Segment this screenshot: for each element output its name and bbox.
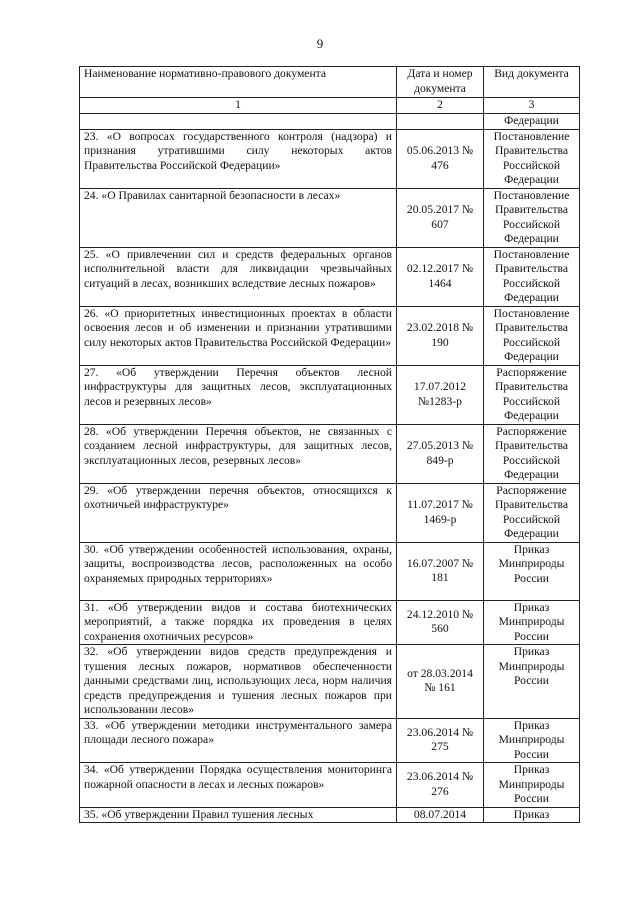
document-kind: Приказ Минприроды России <box>484 763 580 808</box>
table-row <box>80 129 580 188</box>
document-kind: Постановление Правительства Российской Федерации <box>484 129 580 188</box>
header-name: Наименование нормативно-правового документа <box>80 67 397 98</box>
document-name: 33. «Об утверждении методики инструментального замера площади лесного пожара» <box>80 718 397 763</box>
table-row <box>80 188 580 247</box>
regulations-table <box>79 66 580 823</box>
document-date: 23.06.2014 № 276 <box>397 763 484 808</box>
continuation-name <box>80 114 397 130</box>
table-row <box>80 645 580 719</box>
table-row <box>80 807 580 823</box>
document-kind: Приказ Минприроды России <box>484 600 580 645</box>
document-date: 23.06.2014 № 275 <box>397 718 484 763</box>
document-name: 32. «Об утверждении видов средств предупреждения и тушения лесных пожаров, нормативов обеспеченности данными средствами лиц, использующих леса, норм наличия средств предупреждения и тушения лесных пожаров при использовании лесов» <box>80 645 397 719</box>
document-name: 26. «О приоритетных инвестиционных проектах в области освоения лесов и об изменении и признании утратившими силу некоторых актов Правительства Российской Федерации» <box>80 306 397 365</box>
document-kind: Приказ Минприроды России <box>484 645 580 719</box>
document-name: 29. «Об утверждении перечня объектов, относящихся к охотничьей инфраструктуре» <box>80 483 397 542</box>
document-kind: Постановление Правительства Российской Федерации <box>484 306 580 365</box>
document-name: 25. «О привлечении сил и средств федеральных органов исполнительной власти для ликвидации чрезвычайных ситуаций в лесах, возникших вследствие лесных пожаров» <box>80 247 397 306</box>
document-kind: Приказ <box>484 807 580 823</box>
table-row <box>80 247 580 306</box>
document-date: 17.07.2012 №1283-р <box>397 365 484 424</box>
document-date: 24.12.2010 № 560 <box>397 600 484 645</box>
document-kind: Постановление Правительства Российской Федерации <box>484 188 580 247</box>
table-row <box>80 600 580 645</box>
column-index: 1 <box>80 98 397 114</box>
document-date: 02.12.2017 № 1464 <box>397 247 484 306</box>
document-kind: Распоряжение Правительства Российской Федерации <box>484 424 580 483</box>
table-row <box>80 365 580 424</box>
document-kind: Распоряжение Правительства Российской Федерации <box>484 365 580 424</box>
header-kind: Вид документа <box>484 67 580 98</box>
continuation-date <box>397 114 484 130</box>
table-row <box>80 763 580 808</box>
header-date: Дата и номер документа <box>397 67 484 98</box>
document-name: 24. «О Правилах санитарной безопасности в лесах» <box>80 188 397 247</box>
document-date: 23.02.2018 № 190 <box>397 306 484 365</box>
column-index: 3 <box>484 98 580 114</box>
document-name: 27. «Об утверждении Перечня объектов лесной инфраструктуры для защитных лесов, эксплуатационных лесов и резервных лесов» <box>80 365 397 424</box>
table-row <box>80 483 580 542</box>
page-number: 9 <box>316 36 324 51</box>
document-kind: Приказ Минприроды России <box>484 718 580 763</box>
continuation-kind: Федерации <box>484 114 580 130</box>
document-name: 23. «О вопросах государственного контроля (надзора) и признания утратившими силу некоторых актов Правительства Российской Федерации» <box>80 129 397 188</box>
document-kind: Распоряжение Правительства Российской Федерации <box>484 483 580 542</box>
document-date: 16.07.2007 № 181 <box>397 542 484 600</box>
document-date: 20.05.2017 № 607 <box>397 188 484 247</box>
document-kind: Приказ Минприроды России <box>484 542 580 600</box>
document-date: 08.07.2014 <box>397 807 484 823</box>
column-index: 2 <box>397 98 484 114</box>
column-index-row <box>80 98 580 114</box>
document-name: 31. «Об утверждении видов и состава биотехнических мероприятий, а также порядка их проведения в целях сохранения охотничьих ресурсов» <box>80 600 397 645</box>
table-row <box>80 424 580 483</box>
table-row <box>80 306 580 365</box>
continuation-row <box>80 114 580 130</box>
table-row <box>80 718 580 763</box>
table-row <box>80 542 580 600</box>
document-name: 30. «Об утверждении особенностей использования, охраны, защиты, воспроизводства лесов, расположенных на особо охраняемых природных территориях» <box>80 542 397 600</box>
header-row <box>80 67 580 98</box>
document-date: 05.06.2013 № 476 <box>397 129 484 188</box>
document-name: 28. «Об утверждении Перечня объектов, не связанных с созданием лесной инфраструктуры, для защитных лесов, эксплуатационных лесов, резервных лесов» <box>80 424 397 483</box>
document-date: 27.05.2013 № 849-р <box>397 424 484 483</box>
document-date: от 28.03.2014 № 161 <box>397 645 484 719</box>
document-name: 34. «Об утверждении Порядка осуществления мониторинга пожарной опасности в лесах и лесных пожаров» <box>80 763 397 808</box>
document-date: 11.07.2017 № 1469-р <box>397 483 484 542</box>
document-kind: Постановление Правительства Российской Федерации <box>484 247 580 306</box>
document-name: 35. «Об утверждении Правил тушения лесных <box>80 807 397 823</box>
